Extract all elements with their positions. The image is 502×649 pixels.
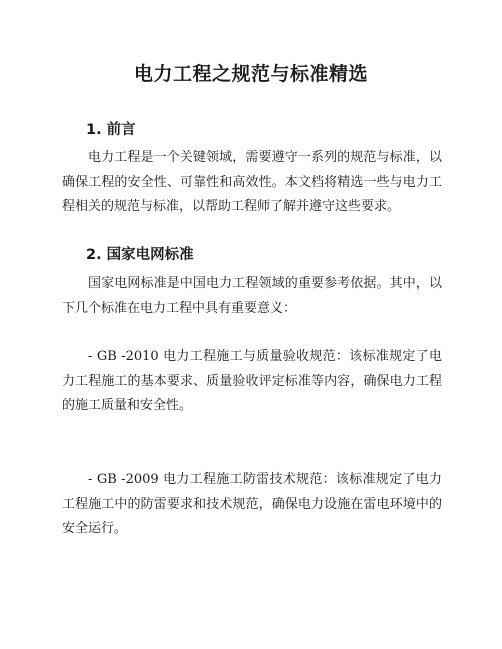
standard-list-item: - GB -2009 电力工程施工防雷技术规范：该标准规定了电力工程施工中的防雷要求和技术规范，确保电力设施在雷电环境中的安全运行。	[62, 472, 442, 536]
standard-list-item: - GB -2010 电力工程施工与质量验收规范：该标准规定了电力工程施工的基本要求、质量验收评定标准等内容，确保电力工程的施工质量和安全性。	[62, 349, 442, 413]
document-title: 电力工程之规范与标准精选	[133, 63, 368, 85]
preface-paragraph: 电力工程是一个关键领域，需要遵守一系列的规范与标准，以确保工程的安全性、可靠性和高效性。本文档将精选一些与电力工程相关的规范与标准，以帮助工程师了解并遵守这些要求。	[62, 150, 442, 214]
section-heading-preface: 1. 前言	[86, 122, 136, 138]
section-heading-national-grid: 2. 国家电网标准	[86, 247, 194, 263]
national-grid-paragraph: 国家电网标准是中国电力工程领域的重要参考依据。其中，以下几个标准在电力工程中具有重要意义：	[62, 276, 442, 316]
